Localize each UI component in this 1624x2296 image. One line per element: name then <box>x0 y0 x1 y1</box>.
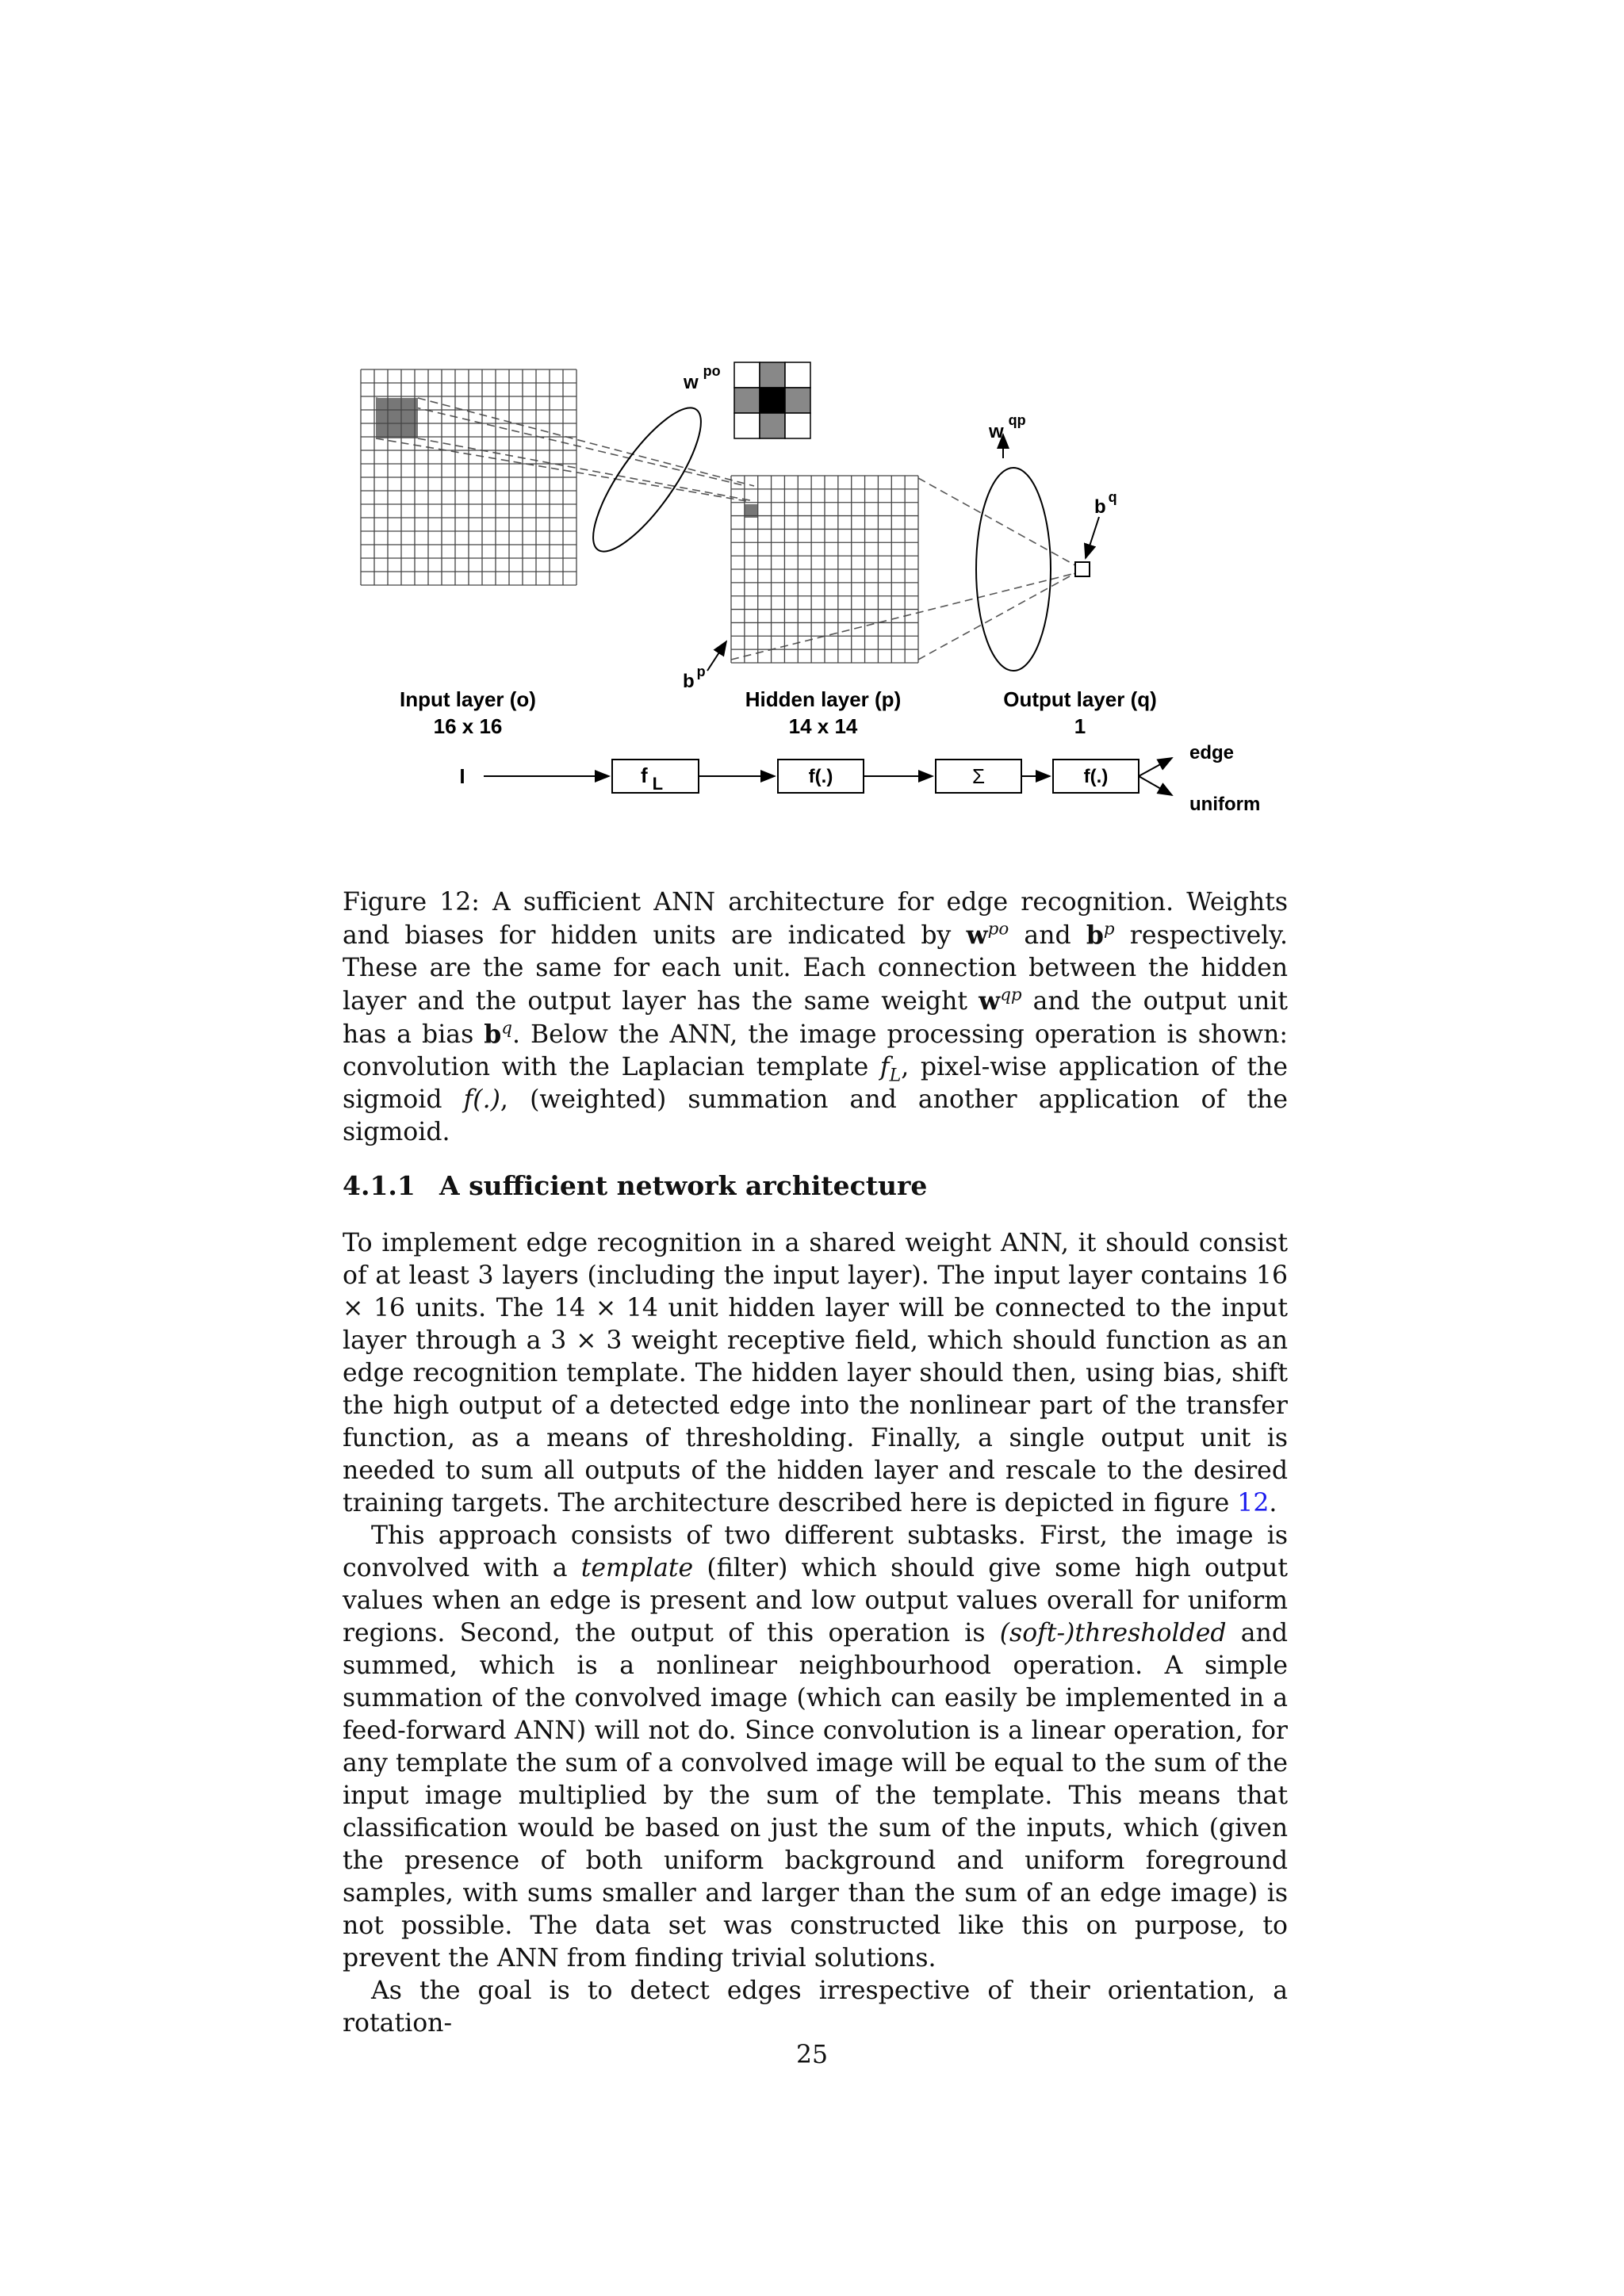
caption-f-dot: f(.) <box>463 1085 500 1114</box>
caption-text: . Below the ANN, the image processing operation is shown: convolution with the Laplacian template <box>343 1020 1288 1081</box>
section-number: 4.1.1 <box>343 1170 416 1201</box>
paragraph-2 <box>343 1520 1288 1975</box>
b-q-label: b $^q$ <box>1094 489 1117 518</box>
paragraph-text: (filter) which should give some high output values when an edge is present and low output values overall for uniform regions. Second, the output of this operation is <box>343 1554 1288 1647</box>
caption-w-po: w <box>966 920 988 950</box>
chain-sigmoid-1-label: f(.) <box>808 766 833 787</box>
b-p-label: b $^p$ <box>683 664 706 692</box>
caption-w-po-sup: po <box>987 919 1009 939</box>
hidden-layer-grid <box>731 476 918 663</box>
caption-text: , (weighted) summation and another application of the sigmoid. <box>343 1085 1288 1146</box>
input-layer-label: Input layer (o) <box>400 687 536 711</box>
caption-text: and <box>1009 921 1086 950</box>
hidden-output-weights-ellipse <box>976 468 1051 671</box>
caption-w-qp: w <box>979 986 1001 1016</box>
body-text <box>343 1227 1288 2040</box>
caption-b-q: b <box>484 1020 502 1049</box>
paragraph-text: . <box>1269 1489 1277 1517</box>
caption-label: Figure 12: <box>343 888 480 916</box>
b-q-arrow <box>1086 517 1099 558</box>
paragraph-1 <box>343 1227 1288 1520</box>
input-to-hidden-connections <box>376 398 754 501</box>
w-po-label: $w^{po}$ <box>684 363 721 393</box>
caption-fl-sub: L <box>889 1066 902 1086</box>
input-receptive-field <box>376 398 418 438</box>
figure-caption <box>343 886 1288 1149</box>
input-layer-grid <box>361 369 576 585</box>
hidden-layer-label: Hidden layer (p) <box>745 687 902 711</box>
section-title: A sufficient network architecture <box>439 1170 928 1201</box>
output-unit <box>1075 562 1090 576</box>
input-layer-size: 16 x 16 <box>433 714 503 738</box>
output-uniform-label: uniform <box>1189 794 1261 815</box>
hidden-layer-size: 14 x 14 <box>788 714 858 738</box>
paragraph-text: and summed, which is a nonlinear neighbourhood operation. A simple summation of the convolved image (which can easily be implemented in a feed-forward ANN) will not do. Since convolution is a linear operation, for any template the sum of a convolved image will be equal to the sum of the input image multiplied by the sum of the template. This means that classification would be based on just the sum of the inputs, which (given the presence of both uniform background and uniform foreground samples, with sums smaller and larger than the sum of an edge image) is not possible. The data set was constructed like this on purpose, to prevent the ANN from finding trivial solutions. <box>343 1619 1288 1973</box>
caption-text: , pixel-wise application of the sigmoid <box>343 1053 1288 1114</box>
emphasis-thresholded: (soft-)thresholded <box>999 1619 1227 1647</box>
caption-text: and the output unit has a bias <box>343 987 1288 1049</box>
chain-laplacian-label: f $_L$ <box>641 763 664 794</box>
chain-arrow-uniform <box>1139 776 1172 795</box>
caption-text: respectively. These are the same for each unit. Each connection between the hidden layer and the output layer has the same weight <box>343 921 1288 1016</box>
ann-architecture-figure <box>0 0 1624 872</box>
page-number: 25 <box>795 2041 829 2069</box>
output-layer-size: 1 <box>1074 714 1086 738</box>
caption-fl: f <box>879 1053 890 1081</box>
b-p-arrow <box>707 641 726 671</box>
caption-b-p-sup: p <box>1103 919 1115 939</box>
section-heading <box>343 1170 1288 1201</box>
caption-b-p: b <box>1086 920 1104 950</box>
output-layer-label: Output layer (q) <box>1003 687 1157 711</box>
output-edge-label: edge <box>1189 742 1235 763</box>
figure-reference-link[interactable]: 12 <box>1237 1489 1270 1517</box>
paragraph-text: As the goal is to detect edges irrespective of their orientation, a rotation- <box>343 1976 1288 2038</box>
laplacian-template <box>734 362 810 438</box>
w-qp-label: $w^{qp}$ <box>989 412 1026 442</box>
input-hidden-weights-ellipse <box>576 394 718 565</box>
paragraph-3 <box>343 1975 1288 2040</box>
chain-input-label: I <box>459 764 465 788</box>
emphasis-template: template <box>580 1554 694 1582</box>
caption-w-qp-sup: qp <box>1000 985 1022 1005</box>
caption-text: A sufficient ANN architecture for edge recognition. Weights and biases for hidden units are indicated by <box>343 888 1289 950</box>
chain-sigmoid-2-label: f(.) <box>1083 766 1109 787</box>
paragraph-text: This approach consists of two different subtasks. First, the image is convolved with a <box>343 1521 1288 1582</box>
paragraph-text: To implement edge recognition in a shared weight ANN, it should consist of at least 3 layers (including the input layer). The input layer contains 16 × 16 units. The 14 × 14 unit hidden layer will be connected to the input layer through a 3 × 3 weight receptive field, which should function as an edge recognition template. The hidden layer should then, using bias, shift the high output of a detected edge into the nonlinear part of the transfer function, as a means of thresholding. Finally, a single output unit is needed to sum all outputs of the hidden layer and rescale to the desired training targets. The architecture described here is depicted in figure <box>343 1229 1288 1517</box>
caption-b-q-sup: q <box>501 1018 512 1039</box>
chain-arrow-edge <box>1139 758 1172 776</box>
chain-sum-label: Σ <box>971 764 986 788</box>
